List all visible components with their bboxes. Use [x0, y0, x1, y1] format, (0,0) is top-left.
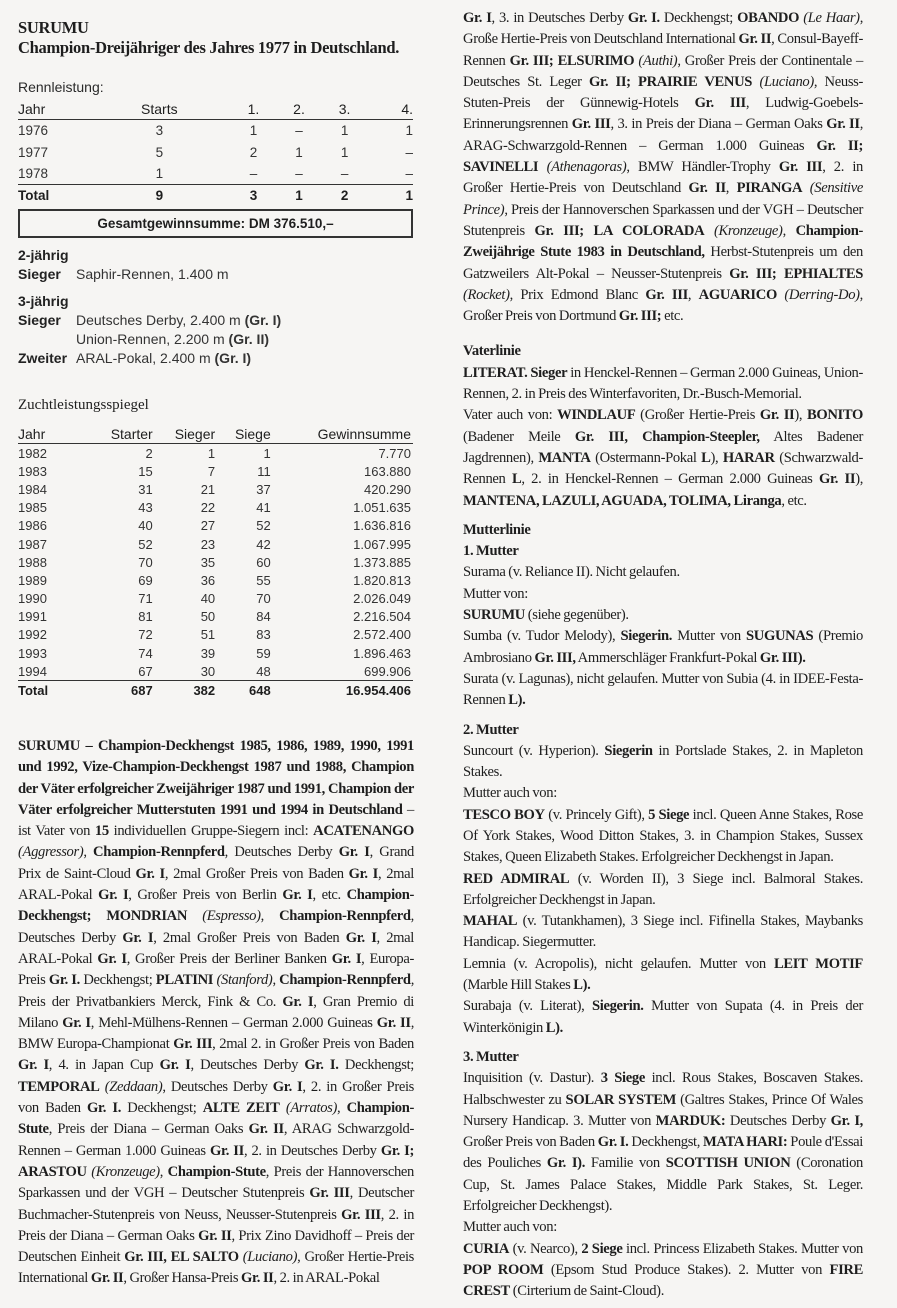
bold-text: Gr. I — [98, 887, 129, 904]
table-cell: 1984 — [18, 481, 47, 497]
mother-paragraph: RED ADMIRAL (v. Worden II), 3 Siege incl. Balmoral Stakes. Erfolgreicher Deckhengst in Japan. — [463, 870, 863, 908]
table-cell: 7.770 — [378, 445, 411, 461]
italic-text: (Derring-Do) — [784, 286, 860, 303]
table-cell: – — [405, 144, 413, 160]
bold-text: Champion-Stute — [18, 1100, 414, 1138]
win-role: Zweiter — [18, 350, 68, 366]
bold-text: Gr. III — [571, 116, 611, 133]
table-cell: 1978 — [18, 166, 49, 182]
mutterlinie-heading: Mutterlinie — [463, 521, 531, 538]
breeding-record-table — [18, 425, 413, 700]
column-header: Jahr — [18, 98, 88, 120]
table-cell: 11 — [257, 463, 271, 479]
bold-text: Gr. II — [209, 1142, 244, 1159]
table-row — [18, 662, 413, 681]
table-cell: 1 — [207, 445, 216, 461]
bold-text: Gr. II — [818, 471, 856, 488]
mother-paragraph: Mutter von: — [463, 585, 528, 602]
total-earnings-box: Gesamtgewinnsumme: DM 376.510,– — [18, 209, 413, 238]
table-row — [18, 608, 413, 626]
sire-summary-continuation: Gr. I, 3. in Deutsches Derby Gr. I. Deckhengst; OBANDO (Le Haar), Große Hertie-Preis von Deutschland International Gr. II, Consul-Bayeff-Rennen Gr. III; ELSURIMO (Authi), Großer Preis der Continentale – Deutsches St. Leger Gr. II; PRAIRIE VENUS (Luciano), Neuss-Stuten-Preis der Günnewig-Hotels Gr. III, Ludwig-Goebels-Erinnerungsrennen Gr. III, 3. in Preis der Diana – German Oaks Gr. II, ARAG-Schwarzgold-Rennen – German 1.000 Guineas Gr. II; SAVINELLI (Athenagoras), BMW Händler-Trophy Gr. III, 2. in Großer Hertie-Preis von Deutschland Gr. II, PIRANGA (Sensitive Prince), Preis der Hannoverschen Sparkassen und der VGH – Deutscher Stutenpreis Gr. III; LA COLORADA (Kronzeuge), Champion-Zweijährige Stute 1983 in Deutschland, Herbst-Stutenpreis um den Gatzweilers Alt-Pokal – Neusser-Stutenpreis Gr. III; EPHIALTES (Rocket), Prix Edmond Blanc Gr. III, AGUARICO (Derring-Do), Großer Preis von Dortmund Gr. III; etc. — [463, 10, 864, 325]
bold-text: Gr. I; ARASTOU — [18, 1142, 415, 1180]
table-cell: 1 — [263, 445, 271, 461]
table-cell: 1 — [295, 144, 303, 160]
table-cell: 36 — [200, 572, 216, 588]
table-cell: 27 — [200, 518, 216, 534]
italic-text: (Arratos) — [285, 1100, 337, 1117]
table-cell: 74 — [138, 645, 153, 661]
bold-text: Champion-Zweijährige Stute 1983 in Deutschland, — [463, 222, 863, 261]
bold-text: Gr. III; ELSURIMO — [509, 52, 635, 69]
italic-text: (Athenagoras) — [546, 159, 627, 176]
bold-text: Gr. I — [338, 844, 370, 861]
mother-paragraph: Lemnia (v. Acropolis), nicht gelaufen. Mutter von LEIT MOTIF (Marble Hill Stakes L). — [463, 955, 863, 994]
bold-text: ACATENANGO — [313, 823, 414, 840]
table-cell: 2.572.400 — [353, 627, 411, 643]
mother-heading: 2. Mutter — [463, 721, 519, 738]
table-cell: 23 — [200, 536, 216, 552]
wins-2yo — [18, 246, 229, 284]
mother-paragraph: Mutter auch von: — [463, 785, 557, 802]
bold-text: 15 — [94, 823, 109, 840]
table-cell: 1 — [249, 123, 258, 139]
table-cell: 9 — [88, 185, 231, 207]
table-row — [18, 590, 413, 608]
table-cell: 84 — [256, 609, 271, 625]
bold-text: PIRANGA — [736, 180, 803, 197]
table-row — [18, 444, 413, 463]
zucht-label: Zuchtleistungsspiegel — [18, 397, 149, 413]
bold-text: Gr. II — [240, 1270, 274, 1287]
table-cell: 39 — [200, 645, 216, 661]
table-cell: 70 — [138, 554, 153, 570]
table-cell: 1 — [155, 166, 164, 182]
table-cell: 5 — [155, 144, 164, 160]
table-cell: – — [295, 123, 303, 139]
bold-text: MATA HARI: — [703, 1134, 788, 1151]
italic-text: (Luciano) — [242, 1249, 298, 1266]
age-label: 3-jährig — [18, 293, 69, 309]
mother-heading: 3. Mutter — [463, 1048, 519, 1065]
bold-text: Siegerin. — [592, 998, 644, 1015]
vaterlinie-paragraph: Vater auch von: WINDLAUF (Großer Hertie-Preis Gr. II), BONITO (Badener Meile Gr. III, Champion-Steepler, Altes Badener Jagdrennen), MANTA (Ostermann-Pokal L), HARAR (Schwarzwald-Rennen L, 2. in Henckel-Rennen – German 2.000 Guineas Gr. II), MANTENA, LAZULI, AGUADA, TOLIMA, Liranga, etc. — [463, 407, 864, 509]
bold-text: Gr. II; PRAIRIE VENUS — [589, 73, 753, 90]
bold-text: Gr. I. — [86, 1100, 121, 1117]
table-cell: 2.026.049 — [353, 591, 411, 607]
sire-summary-paragraph: SURUMU – Champion-Deckhengst 1985, 1986, 1989, 1990, 1991 und 1992, Vize-Champion-Deckhengst 1987 und 1988, Champion der Väter erfolgreicher Zweijähriger 1987 und 1991, Champion der Väter erfolgreicher Mutterstuten 1991 und 1994 in Deutschland – ist Vater von 15 individuellen Gruppe-Siegern incl: ACATENANGO (Aggressor), Champion-Rennpferd, Deutsches Derby Gr. I, Grand Prix de Saint-Cloud Gr. I, 2mal Großer Preis von Baden Gr. I, 2mal ARAL-Pokal Gr. I, Großer Preis von Berlin Gr. I, etc. Champion-Deckhengst; MONDRIAN (Espresso), Champion-Rennpferd, Deutsches Derby Gr. I, 2mal Großer Preis von Baden Gr. I, 2mal ARAL-Pokal Gr. I, Großer Preis der Berliner Banken Gr. I, Europa-Preis Gr. I. Deckhengst; PLATINI (Stanford), Champion-Rennpferd, Preis der Privatbankiers Merck, Fink & Co. Gr. I, Gran Premio di Milano Gr. I, Mehl-Mülhens-Rennen – German 2.000 Guineas Gr. II, BMW Europa-Championat Gr. III, 2mal 2. in Großer Preis von Baden Gr. I, 4. in Japan Cup Gr. I, Deutsches Derby Gr. I. Deckhengst; TEMPORAL (Zeddaan), Deutsches Derby Gr. I, 2. in Großer Preis von Baden Gr. I. Deckhengst; ALTE ZEIT (Arratos), Champion-Stute, Preis der Diana – German Oaks Gr. II, ARAG Schwarzgold-Rennen – German 1.000 Guineas Gr. II, 2. in Deutsches Derby Gr. I; ARASTOU (Kronzeuge), Champion-Stute, Preis der Hannoverschen Sparkassen und der VGH – Deutscher Stutenpreis Gr. III, Deutscher Buchmacher-Stutenpreis von Neuss, Neusser-Stutenpreis Gr. III, 2. in Preis der Diana – German Oaks Gr. II, Prix Zino Davidhoff – Preis der Deutschen Einheit Gr. III, EL SALTO (Luciano), Großer Hertie-Preis International Gr. II, Großer Hansa-Preis Gr. II, 2. in ARAL-Pokal — [18, 738, 415, 1287]
bold-text: SCOTTISH UNION — [665, 1155, 791, 1172]
table-cell: 1 — [405, 123, 413, 139]
race-grade: (Gr. I) — [214, 350, 252, 366]
table-cell: 1.051.635 — [353, 500, 411, 516]
table-cell: 15 — [138, 463, 153, 479]
wins-3yo — [18, 292, 281, 368]
win-row — [18, 311, 281, 330]
bold-text: Siegerin — [604, 742, 653, 759]
table-cell: 3 — [155, 123, 164, 139]
column-header: Starter — [90, 425, 155, 444]
table-cell: 35 — [200, 554, 216, 570]
race-grade: (Gr. II) — [228, 331, 269, 347]
column-header: 2. — [276, 98, 322, 120]
table-row — [18, 644, 413, 662]
table-cell: 1 — [276, 185, 322, 207]
bold-text: Gr. I — [282, 887, 313, 904]
table-cell: 40 — [138, 518, 153, 534]
table-row — [18, 553, 413, 571]
bold-text: SOLAR SYSTEM — [565, 1091, 677, 1108]
column-header: 4. — [367, 98, 413, 120]
italic-text: (Kronzeuge) — [714, 222, 783, 239]
table-cell: 1991 — [18, 609, 47, 625]
table-cell: 1.636.816 — [353, 518, 411, 534]
bold-text: Gr. II — [198, 1227, 232, 1244]
page-header — [18, 18, 399, 58]
bold-text: MAHAL — [463, 913, 518, 930]
bold-text: PLATINI — [155, 972, 214, 989]
table-cell: 1 — [367, 185, 413, 207]
bold-text: Gr. III — [778, 159, 823, 176]
table-cell: 70 — [256, 591, 271, 607]
total-row — [18, 185, 413, 207]
bold-text: Gr. III; EPHIALTES — [729, 265, 863, 282]
column-header: 1. — [231, 98, 277, 120]
bold-text: Gr. I — [97, 950, 127, 967]
table-cell: 420.290 — [364, 481, 411, 497]
bold-text: Gr. III; — [618, 308, 662, 325]
bold-text: Gr. I. — [48, 972, 80, 989]
table-cell: 30 — [200, 663, 216, 679]
race-record-table — [18, 98, 413, 206]
bold-text: Champion-Deckhengst; MONDRIAN — [18, 887, 414, 925]
table-cell: 16.954.406 — [273, 681, 413, 700]
bold-text: Gr. III; LA COLORADA — [534, 222, 705, 239]
table-cell: 2 — [322, 185, 368, 207]
mother-paragraph: Surabaja (v. Literat), Siegerin. Mutter von Supata (4. in Preis der Winterkönigin L). — [463, 998, 863, 1036]
race-name: Saphir-Rennen, 1.400 m — [76, 266, 229, 282]
mother-paragraph: Suncourt (v. Hyperion). Siegerin in Portslade Stakes, 2. in Mapleton Stakes. — [463, 742, 864, 781]
mother-paragraph: SURUMU (siehe gegenüber). — [463, 607, 629, 624]
table-cell: 55 — [256, 572, 271, 588]
table-cell: 22 — [200, 500, 216, 516]
table-cell: 648 — [217, 681, 273, 700]
bold-text: Gr. II — [759, 407, 795, 424]
bold-text: SUGUNAS — [745, 628, 814, 645]
bold-text: MARDUK: — [655, 1112, 726, 1129]
italic-text: (Zeddaan) — [104, 1078, 163, 1095]
bold-text: Gr. III). — [759, 649, 806, 666]
bold-text: RED ADMIRAL — [463, 870, 570, 887]
bold-text: Gr. I — [331, 950, 362, 967]
table-cell: – — [249, 166, 258, 182]
bold-text: Gr. I — [62, 1014, 91, 1031]
bold-text: L — [701, 449, 711, 466]
mother-paragraph: CURIA (v. Nearco), 2 Siege incl. Princess Elizabeth Stakes. Mutter von POP ROOM (Epsom Stud Produce Stakes). 2. Mutter von FIRE CREST (Cirterium de Saint-Cloud). — [463, 1240, 863, 1300]
table-cell: 2 — [249, 144, 258, 160]
column-header: 3. — [322, 98, 368, 120]
table-cell: 163.880 — [364, 463, 411, 479]
table-row — [18, 626, 413, 644]
bold-text: Champion-Rennpferd — [279, 972, 411, 989]
bold-text: Gr. II — [826, 116, 860, 133]
table-cell: 31 — [138, 481, 153, 497]
race-name: Union-Rennen, 2.200 m — [76, 331, 229, 347]
bold-text: Gr. I, — [830, 1112, 863, 1129]
bold-text: 2 Siege — [581, 1240, 623, 1257]
bold-text: Gr. I — [345, 929, 377, 946]
bold-text: Gr. I — [463, 10, 492, 26]
vaterlinie-paragraph: LITERAT. Sieger in Henckel-Rennen – German 2.000 Guineas, Union-Rennen, 2. in Preis des Winterfavoriten, Dr.-Busch-Memorial. — [463, 364, 863, 403]
bold-text: Gr. I. — [627, 10, 660, 26]
column-header: Sieger — [155, 425, 217, 444]
bold-text: SURUMU — [463, 607, 525, 624]
table-row — [18, 480, 413, 498]
italic-text: (Kronzeuge) — [91, 1163, 160, 1180]
mother-paragraph: MAHAL (v. Tutankhamen), 3 Siege incl. Fifinella Stakes, Maybanks Handicap. Siegermutter. — [463, 913, 863, 951]
mother-heading: 1. Mutter — [463, 543, 519, 560]
italic-text: (Sensitive Prince) — [463, 180, 863, 218]
horse-subtitle: Champion-Dreijähriger des Jahres 1977 in Deutschland. — [18, 38, 400, 57]
table-cell: 40 — [200, 591, 216, 607]
table-row — [18, 535, 413, 553]
bold-text: L). — [545, 1019, 563, 1036]
mother-paragraph: Surata (v. Lagunas), nicht gelaufen. Mutter von Subia (4. in IDEE-Festa-Rennen L). — [463, 670, 863, 709]
table-cell: 48 — [256, 663, 271, 679]
table-cell: 1977 — [18, 144, 49, 160]
table-cell: 1.373.885 — [353, 554, 411, 570]
bold-text: Gr. II — [738, 31, 772, 48]
bold-text: HARAR — [722, 449, 775, 466]
table-cell: 60 — [256, 554, 271, 570]
bold-text: Gr. III — [645, 286, 688, 303]
bold-text: AGUARICO — [698, 286, 777, 303]
table-cell: 1989 — [18, 572, 47, 588]
table-row — [18, 120, 413, 142]
bold-text: TEMPORAL — [18, 1078, 100, 1095]
table-cell: 50 — [200, 609, 216, 625]
mother-paragraph: Inquisition (v. Dastur). 3 Siege incl. Rous Stakes, Boscaven Stakes. Halbschwester zu SOLAR SYSTEM (Galtres Stakes, Prince Of Wales Nursery Handicap. 3. Mutter von MARDUK: Deutsches Derby Gr. I, Großer Preis von Baden Gr. I. Deckhengst, MATA HARI: Poule d'Essai des Pouliches Gr. I). Familie von SCOTTISH UNION (Coronation Cup, St. James Palace Stakes, Middle Park Stakes, St. Leger. Erfolgreicher Deckhengst). — [463, 1070, 864, 1215]
bold-text: TESCO BOY — [463, 806, 545, 823]
table-cell: 1.896.463 — [353, 645, 411, 661]
race-name: Deutsches Derby, 2.400 m — [76, 312, 245, 328]
bold-text: Gr. I — [159, 1057, 191, 1074]
bold-text: Gr. I. — [304, 1057, 339, 1074]
italic-text: (Luciano) — [759, 73, 814, 90]
bold-text: Champion-Rennpferd — [279, 908, 411, 925]
italic-text: (Rocket) — [463, 286, 510, 303]
bold-text: Gr. III, EL SALTO — [124, 1249, 239, 1266]
table-cell: 1.820.813 — [353, 572, 411, 588]
table-cell: 3 — [231, 185, 277, 207]
total-row — [18, 681, 413, 700]
table-cell: 1992 — [18, 627, 47, 643]
bold-text: Champion-Rennpferd — [93, 844, 225, 861]
bold-text: POP ROOM — [463, 1261, 544, 1278]
table-cell: 699.906 — [364, 663, 411, 679]
bold-text: Champion-Stute — [167, 1163, 266, 1180]
table-cell: 59 — [256, 645, 271, 661]
table-cell: 21 — [200, 481, 216, 497]
age-label: 2-jährig — [18, 247, 69, 263]
column-header: Siege — [217, 425, 273, 444]
italic-text: (Authi) — [638, 52, 678, 69]
table-cell: 1.067.995 — [353, 536, 411, 552]
bold-text: Gr. II — [376, 1014, 411, 1031]
bold-text: Gr. II — [688, 180, 726, 197]
win-role: Sieger — [18, 312, 61, 328]
bold-text: Gr. I — [282, 993, 314, 1010]
table-cell: 71 — [138, 591, 153, 607]
bold-text: MANTA — [538, 449, 591, 466]
table-cell: 1994 — [18, 663, 47, 679]
right-column-text — [463, 8, 863, 1303]
table-cell: 83 — [256, 627, 271, 643]
table-cell: 1985 — [18, 500, 47, 516]
bold-text: WINDLAUF — [557, 407, 636, 424]
bold-text: CURIA — [463, 1240, 510, 1257]
table-cell: 67 — [138, 663, 153, 679]
bold-text: Gr. I — [122, 929, 154, 946]
column-header: Jahr — [18, 425, 90, 444]
race-name: ARAL-Pokal, 2.400 m — [76, 350, 215, 366]
bold-text: L). — [573, 977, 591, 994]
bold-text: LEIT MOTIF — [773, 955, 863, 972]
table-cell: 687 — [90, 681, 155, 700]
bold-text: Gr. I — [272, 1078, 303, 1095]
mother-paragraph: Mutter auch von: — [463, 1219, 557, 1236]
table-cell: 69 — [138, 572, 153, 588]
bold-text: ALTE ZEIT — [202, 1100, 280, 1117]
italic-text: (Espresso) — [202, 908, 261, 925]
race-grade: (Gr. I) — [244, 312, 282, 328]
table-cell: 37 — [256, 481, 271, 497]
bold-text: Gr. III, Champion-Steepler, — [574, 428, 760, 445]
rennleistung-label: Rennleistung: — [18, 79, 104, 95]
table-cell: 51 — [200, 627, 216, 643]
bold-text: OBANDO — [737, 10, 800, 26]
table-cell: 382 — [155, 681, 217, 700]
bold-text: SURUMU – Champion-Deckhengst 1985, 1986, 1989, 1990, 1991 und 1992, Vize-Champion-Deckhengst 1987 und 1988, Champion der Väter erfolgreicher Zweijähriger 1987 und 1991, Champion der Väter erfolgreicher Mutterstuten 1991 und 1994 in Deutschland — [18, 738, 414, 818]
table-cell: 1993 — [18, 645, 47, 661]
bold-text: Gr. III — [173, 1036, 213, 1053]
table-cell: 2.216.504 — [353, 609, 411, 625]
vaterlinie-heading: Vaterlinie — [463, 343, 521, 360]
table-row — [18, 142, 413, 163]
column-header: Gewinnsumme — [273, 425, 413, 444]
table-cell: 72 — [138, 627, 153, 643]
bold-text: Gr. I. — [597, 1134, 629, 1151]
table-cell: 42 — [256, 536, 271, 552]
table-cell: 1987 — [18, 536, 47, 552]
table-cell: 1983 — [18, 463, 47, 479]
table-cell: 1 — [340, 144, 349, 160]
bold-text: Gr. III — [694, 95, 746, 112]
column-header: Starts — [88, 98, 231, 120]
table-cell: 41 — [256, 500, 271, 516]
table-cell: 1 — [340, 123, 349, 139]
bold-text: Gr. I — [135, 865, 165, 882]
table-cell: 1982 — [18, 445, 47, 461]
table-cell: 81 — [138, 609, 153, 625]
mother-paragraph: Surama (v. Reliance II). Nicht gelaufen. — [463, 564, 680, 581]
italic-text: (Aggressor) — [18, 844, 84, 861]
bold-text: FIRE CREST — [463, 1261, 863, 1300]
italic-text: (Le Haar) — [803, 10, 860, 26]
table-cell: 52 — [138, 536, 153, 552]
italic-text: (Stanford) — [216, 972, 273, 989]
bold-text: Gr. II — [90, 1270, 124, 1287]
table-cell: Total — [18, 185, 88, 207]
table-row — [18, 163, 413, 185]
bold-text: BONITO — [806, 407, 864, 424]
table-row — [18, 462, 413, 480]
table-row — [18, 499, 413, 517]
bold-text: L). — [508, 692, 526, 709]
bold-text: Gr. I — [18, 1057, 49, 1074]
mother-paragraph: TESCO BOY (v. Princely Gift), 5 Siege incl. Queen Anne Stakes, Rose Of York Stakes, Wood Ditton Stakes, 3. in Champion Stakes, Sussex Stakes, Queen Elizabeth Stakes. Erfolgreicher Deckhengst in Japan. — [463, 806, 864, 866]
table-cell: 1976 — [18, 123, 49, 139]
win-row — [18, 349, 281, 368]
mother-paragraph: Sumba (v. Tudor Melody), Siegerin. Mutter von SUGUNAS (Premio Ambrosiano Gr. III, Ammerschläger Frankfurt-Pokal Gr. III). — [463, 628, 864, 666]
win-row — [18, 265, 229, 284]
table-cell: 1988 — [18, 554, 47, 570]
bold-text: MANTENA, LAZULI, AGUADA, TOLIMA, Liranga — [463, 492, 782, 509]
bold-text: Gr. II; SAVINELLI — [463, 137, 863, 176]
table-cell: 43 — [138, 500, 153, 516]
bold-text: 5 Siege — [648, 806, 690, 823]
table-cell: – — [405, 166, 413, 182]
bold-text: Gr. III, — [534, 649, 576, 666]
left-column-text — [18, 736, 414, 1290]
table-cell: 1986 — [18, 518, 47, 534]
bold-text: Siegerin. — [620, 628, 673, 645]
bold-text: L — [511, 471, 522, 488]
win-role: Sieger — [18, 266, 61, 282]
table-cell: 1990 — [18, 591, 47, 607]
bold-text: LITERAT. Sieger — [463, 364, 568, 381]
bold-text: Gr. III — [341, 1206, 381, 1223]
table-cell: – — [295, 166, 303, 182]
horse-name: SURUMU — [18, 18, 89, 37]
table-cell: 7 — [207, 463, 216, 479]
bold-text: Gr. II — [248, 1121, 284, 1138]
bold-text: Gr. I — [348, 865, 378, 882]
table-cell: 2 — [145, 445, 153, 461]
table-cell: 52 — [256, 518, 271, 534]
bold-text: Gr. I). — [546, 1155, 585, 1172]
table-cell: – — [340, 166, 349, 182]
table-cell: Total — [18, 681, 90, 700]
bold-text: Gr. III — [309, 1185, 350, 1202]
win-row — [18, 330, 281, 349]
bold-text: 3 Siege — [600, 1070, 645, 1087]
table-row — [18, 517, 413, 535]
table-row — [18, 571, 413, 589]
